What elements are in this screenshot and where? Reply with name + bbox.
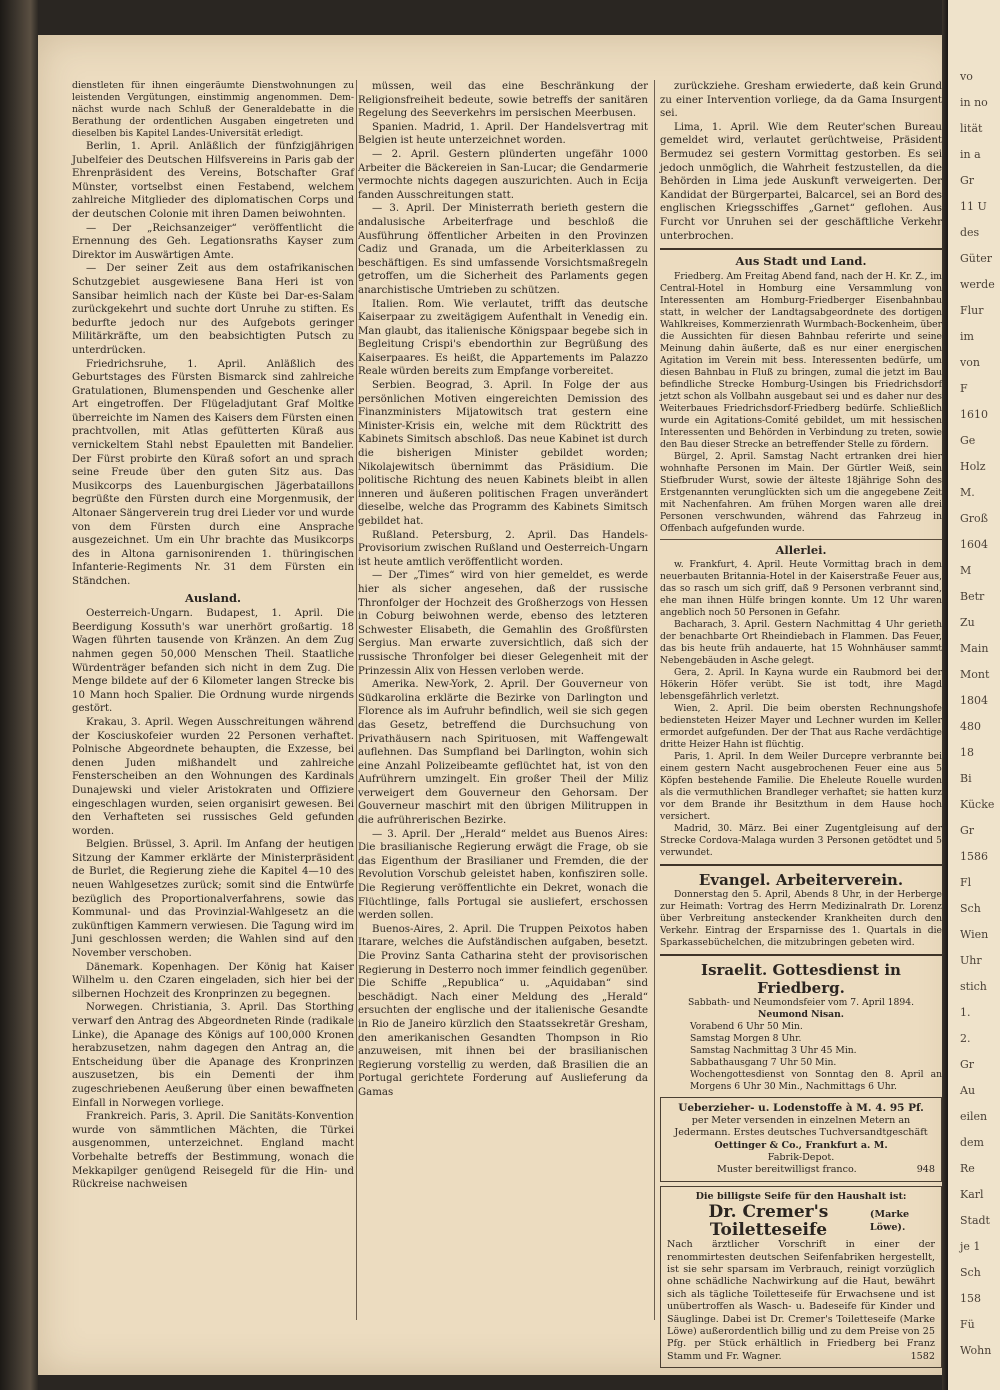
section-rule — [660, 864, 942, 866]
ad-cremer-body: Nach ärztlicher Vorschrift in einer der renommirtesten deutschen Seifenfabriken hergestellt, ist sie sehr sparsam im Verbrauch, reinigt vorzüglich ohne schädliche Nachwirkung auf die Haut, bewährt sich als tägliche Toiletteseife für Erwachsene und ist unübertroffen als Wasch- u. Badeseife für Kinder und Säuglinge. Dabei ist Dr. Cremer's Toiletteseife (Marke Löwe) außerordentlich billig und zu dem Preise von 25 Pfg. per Stück erhältlich in Friedberg bei Franz Stamm und Fr. Wagner. — [667, 1239, 935, 1362]
misc-news-paragraph: Madrid, 30. März. Bei einer Zugentgleisung auf der Strecke Cordova-Malaga wurden 3 Personen getödtet und 5 verwundet. — [660, 823, 942, 859]
edge-text-fragment: F — [960, 382, 968, 395]
section-heading-ausland: Ausland. — [185, 590, 241, 605]
edge-text-fragment: M — [960, 564, 972, 577]
edge-text-fragment: 1804 — [960, 694, 988, 707]
ad-evangel — [660, 871, 942, 949]
article-paragraph: Friedrichsruhe, 1. April. Anläßlich des Geburtstages des Fürsten Bismarck sind zahlreiche Gratulationen, Blumenspenden und Geschenke aller Art eingetroffen. Der Flügeladjutant Graf Moltke überreichte im Namen des Kaisers dem Fürsten einen prachtvollen, mit Atlas gefütterten Küraß aus vernickeltem Stahl nebst Epauletten mit Bandelier. Der Fürst probirte den Küraß sofort an und sprach seine Freude über den guten Sitz aus. Das Musikcorps des Lauenburgischen Jägerbataillons begrüßte den Fürsten durch eine Morgenmusik, der Altonaer Sängerverein trug drei Lieder vor und wurde von dem Fürsten durch eine Ansprache ausgezeichnet. Um ein Uhr brachte das Musikcorps des in Altona garnisonirenden 1. thüringischen Infanterie-Regiments Nr. 31 dem Fürsten ein Ständchen. — [72, 358, 354, 587]
ad-evangel-title: Evangel. Arbeiterverein. — [698, 871, 904, 890]
article-paragraph: — Der „Reichsanzeiger“ veröffentlicht die Ernennung des Geh. Legationsraths Kayser zum Direktor im Auswärtigen Amte. — [72, 222, 354, 261]
ad-loden-number: 948 — [916, 1164, 935, 1176]
article-paragraph: — 2. April. Gestern plünderten ungefähr 1000 Arbeiter die Bäckereien in San-Lucar; die Gendarmerie vermochte nichts dagegen auszurichten. Auch in Ecija fanden Ausschreitungen statt. — [358, 148, 648, 201]
edge-text-fragment: 1604 — [960, 538, 988, 551]
article-paragraph: Berlin, 1. April. Anläßlich der fünfzigjährigen Jubelfeier des Deutschen Hilfsvereins in Paris gab der Ehrenpräsident des Vereins, Botschafter Graf Münster, vortselbst einen Festabend, welchem zahlreiche Mitglieder des diplomatischen Corps und der deutschen Colonie mit ihren Damen beiwohnten. — [72, 141, 354, 220]
column1-intro: dienstleten für ihnen eingeräumte Dienstwohnungen zu leistenden Vergütungen, einstimmig angenommen. Dem-nächst wurde nach Schluß der Generaldebatte in die Berathung der ordentlichen Ausgaben eingetreten und dieselben bis Kapitel Landes-Universität erledigt. — [72, 80, 354, 139]
section-rule — [660, 539, 942, 540]
misc-news-paragraph: Paris, 1. April. In dem Weiler Durcepre verbrannte bei einem gestern Nacht ausgebrochenen Feuer eine aus 5 Köpfen bestehende Familie. Die Eheleute Rouelle wurden als die vermuthlichen Brandleger verhaftet; sie hatten kurz vor dem Brande ihr Besitzthum in dem Hause hoch versichert. — [660, 751, 942, 823]
ad-cremer-mark: (Marke Löwe). — [869, 1209, 910, 1233]
column-2 — [358, 80, 648, 1320]
ad-cremer-text — [667, 1239, 935, 1363]
local-news-paragraph: Friedberg. Am Freitag Abend fand, nach der H. Kr. Z., im Central-Hotel in Homburg eine Versammlung von Interessenten am Homburg-Friedberger Eisenbahnbau statt, in welcher der Landtagsabgeordnete des dortigen Wahlkreises, Kommerzienrath Wurmbach-Bockenheim, über die Aussichten für diesen Bahnbau referirte und seine Meinung dahin äußerte, daß es nur einer energischen Agitation im Verein mit bess. Interessenten bedürfe, um diesen Bahnbau in Fluß zu bringen, zumal die jetzt im Bau befindliche Strecke Homburg-Usingen bis Friedrichsdorf jetzt schon als Vollbahn ausgebaut sei und es daher nur des Weiterbaues Friedrichsdorf-Friedberg bedürfe. Schließlich wurde ein Agitations-Comité gebildet, um mit hessischen Interessenten und Behörden in Verbindung zu treten, sowie den Bau dieser Strecke an betreffender Stelle zu fördern. — [660, 270, 942, 450]
edge-text-fragment: Gr — [960, 824, 975, 837]
edge-text-fragment: Fl — [960, 876, 972, 889]
section-rule — [660, 248, 942, 250]
edge-text-fragment: Flur — [960, 304, 984, 317]
service-time-line: Vorabend 6 Uhr 50 Min. — [690, 1021, 803, 1033]
column-divider-1 — [356, 80, 357, 1320]
edge-text-fragment: Karl — [960, 1188, 984, 1201]
edge-text-fragment: 2. — [960, 1032, 971, 1045]
edge-text-fragment: Main — [960, 642, 989, 655]
ad-cremer-title: Dr. Cremer's Toiletteseife — [708, 1202, 829, 1241]
edge-text-fragment: Güter — [960, 252, 993, 265]
book-binding-left — [0, 0, 38, 1390]
article-paragraph: Rußland. Petersburg, 2. April. Das Handels-Provisorium zwischen Rußland und Oesterreich-Ungarn ist heute amtlich veröffentlicht worden. — [358, 529, 648, 568]
ad-evangel-text: Donnerstag den 5. April, Abends 8 Uhr, in der Herberge zur Heimath: Vortrag des Herrn Medizinalrath Dr. Lorenz über Verbreitung ansteckender Krankheiten durch den Verkehr. Eintrag der Ersparnisse des 1. Quartals in die Sparkassebüchelchen, die mitzubringen gebeten wird. — [660, 889, 942, 949]
edge-text-fragment: M. — [960, 486, 975, 499]
article-paragraph: Dänemark. Kopenhagen. Der König hat Kaiser Wilhelm u. den Czaren eingeladen, sich hier bei der silbernen Hochzeit des Kronprinzen zu begegnen. — [72, 961, 354, 1000]
article-paragraph: zurückziehe. Gresham erwiederte, daß kein Grund zu einer Intervention vorliege, da da Gama Insurgent sei. — [660, 81, 942, 120]
edge-text-fragment: Uhr — [960, 954, 982, 967]
edge-text-fragment: Sch — [960, 1266, 981, 1279]
edge-text-fragment: Betr — [960, 590, 985, 603]
edge-text-fragment: Stadt — [960, 1214, 990, 1227]
edge-text-fragment: von — [960, 356, 980, 369]
local-news-paragraph: Bürgel, 2. April. Samstag Nacht ertranken drei hier wohnhafte Personen im Main. Der Gürtler Weiß, sein Stiefbruder Wurst, sowie der älteste 18jährige Sohn des Erstgenannten verunglückten sich um die angegebene Zeit mit Nachenfahren. Am frühen Morgen waren alle drei Personen verschwunden, während das Fahrzeug in Offenbach aufgefunden wurde. — [660, 450, 942, 534]
service-time-line: Wochengottesdienst von Sonntag den 8. April an Morgens 6 Uhr 30 Min., Nachmittags 6 Uhr. — [690, 1069, 942, 1093]
edge-text-fragment: je 1 — [960, 1240, 981, 1253]
edge-text-fragment: Mont — [960, 668, 990, 681]
edge-text-fragment: Zu — [960, 616, 975, 629]
edge-text-fragment: 18 — [960, 746, 974, 759]
ad-loden-company: Oettinger & Co., Frankfurt a. M. — [714, 1139, 888, 1151]
article-paragraph: Norwegen. Christiania, 3. April. Das Storthing verwarf den Antrag des Abgeordneten Rinde (radikale Linke), die Apanage des Königs auf 100,000 Kronen herabzusetzen, nahm dagegen den Antrag an, die Entscheidung über die Apanage des Kronprinzen auszusetzen, bis ein Dementi der ihm zugeschriebenen Aeußerung über einen bewaffneten Einfall in Norwegen vorliege. — [72, 1002, 354, 1109]
edge-text-fragment: Sch — [960, 902, 981, 915]
ad-loden-footer: Muster bereitwilligst franco. — [717, 1164, 857, 1176]
edge-text-fragment: Holz — [960, 460, 986, 473]
article-paragraph: Lima, 1. April. Wie dem Reuter'schen Bureau gemeldet wird, verlautet gerüchtweise, Präsident Bermudez sei gestern Vormittag gestorben. Es sei jedoch unmöglich, die Wahrheit festzustellen, da die Behörden in Lima jede Auskunft verweigerten. Der Kandidat der Bürgerpartei, Balcarcel, sei an Bord des englischen Kriegsschiffes „Garnet“ geflohen. Aus Furcht vor Unruhen sei der geschäftliche Verkehr unterbrochen. — [660, 121, 942, 242]
edge-text-fragment: lität — [960, 122, 983, 135]
article-paragraph: Serbien. Beograd, 3. April. In Folge der aus persönlichen Motiven eingereichten Demission des Finanzministers Mijatowitsch trat gestern eine Minister-Krisis ein, welche mit dem Rücktritt des Kabinets Simitsch abschloß. Das neue Kabinet ist durch die bisherigen Minister gebildet worden; Nikolajewitsch übernimmt das Präsidium. Die politische Richtung des neuen Kabinets bleibt in allen inneren und äußeren politischen Fragen unverändert dieselbe, welche das Programm des Kabinets Simitsch gebildet hat. — [358, 380, 648, 527]
ad-israelit-subtitle: Sabbath- und Neumondsfeier vom 7. April 1894. — [687, 997, 914, 1009]
ad-cremer-number: 1582 — [910, 1350, 935, 1362]
next-page-edge — [948, 0, 1000, 1390]
edge-text-fragment: 11 U — [960, 200, 987, 213]
edge-text-fragment: in no — [960, 96, 988, 109]
edge-text-fragment: 480 — [960, 720, 981, 733]
edge-text-fragment: 158 — [960, 1292, 981, 1305]
edge-text-fragment: Bi — [960, 772, 972, 785]
section-rule — [660, 954, 942, 956]
misc-news-paragraph: Bacharach, 3. April. Gestern Nachmittag 4 Uhr gerieth der benachbarte Ort Rheindiebach in Flammen. Das Feuer, das bis heute früh andauerte, hat 15 Wohnhäuser sammt Nebengebäuden in Asche gelegt. — [660, 619, 942, 667]
ad-cremer-pre: Die billigste Seife für den Haushalt ist: — [695, 1190, 907, 1202]
edge-text-fragment: im — [960, 330, 974, 343]
article-paragraph: Belgien. Brüssel, 3. April. Im Anfang der heutigen Sitzung der Kammer erklärte der Ministerpräsident de Burlet, die Regierung ziehe die Kapitel 4—10 des neuen Wahlgesetzes zurück; somit sind die Entwürfe bezüglich des Proportionalverfahrens, sowie das Kommunal- und das Provinzial-Wahlgesetz an die zukünftigen Kammern verwiesen. Die Tagung wird im Juni geschlossen werden; die Wahlen sind auf den November verschoben. — [72, 839, 354, 960]
edge-text-fragment: Kücke — [960, 798, 995, 811]
edge-text-fragment: werde — [960, 278, 995, 291]
column-divider-2 — [654, 80, 655, 1320]
edge-text-fragment: Wien — [960, 928, 989, 941]
misc-news-paragraph: w. Frankfurt, 4. April. Heute Vormittag brach in dem neuerbauten Britannia-Hotel in der Kaiserstraße Feuer aus, das so rasch um sich griff, daß 9 Personen verbrannt sind, ehe man ihnen Hülfe bringen konnte. Um 12 Uhr waren angeblich noch 50 Personen in Gefahr. — [660, 559, 942, 619]
edge-text-fragment: Gr — [960, 174, 975, 187]
edge-text-fragment: 1610 — [960, 408, 988, 421]
ad-loden-text: per Meter versenden in einzelnen Metern an Jedermann. Erstes deutsches Tuchversandtgeschäft — [674, 1114, 928, 1139]
misc-news-paragraph: Gera, 2. April. In Kayna wurde ein Raubmord bei der Hökerin Höfer verübt. Sie ist todt, ihre Magd lebensgefährlich verletzt. — [660, 667, 942, 703]
edge-text-fragment: Ge — [960, 434, 976, 447]
article-paragraph: Spanien. Madrid, 1. April. Der Handelsvertrag mit Belgien ist heute unterzeichnet worden. — [358, 121, 648, 147]
article-paragraph: — Der „Times“ wird von hier gemeldet, es werde hier als sicher angesehen, daß der russische Thronfolger der Hochzeit des Großherzogs von Hessen in Coburg beiwohnen werde, ebenso des letzteren Schwester Elisabeth, die Gemahlin des Großfürsten Sergius. Man erwarte zuversichtlich, daß sich der russische Thronfolger bei dieser Gelegenheit mit der Prinzessin Alix von Hessen verloben werde. — [358, 570, 648, 677]
edge-text-fragment: Groß — [960, 512, 989, 525]
edge-text-fragment: dem — [960, 1136, 984, 1149]
article-paragraph: — 3. April. Der „Herald“ meldet aus Buenos Aires: Die brasilianische Regierung erwägt die Frage, ob sie das Eigenthum der Brasilianer und Fremden, die der Revolution Vorschub geleistet haben, konfisziren solle. Die Regierung veröffentlichte ein Dekret, wonach die Flüchtlinge, falls Portugal sie ausliefert, erschossen werden sollen. — [358, 828, 648, 922]
service-time-line: Sabbathausgang 7 Uhr 50 Min. — [690, 1057, 837, 1069]
ad-israelit — [660, 961, 942, 1093]
ad-loden-title: Ueberzieher- u. Lodenstoffe à M. 4. 95 Pf. — [678, 1102, 924, 1115]
edge-text-fragment: 1586 — [960, 850, 988, 863]
section-heading-stadt-land: Aus Stadt und Land. — [735, 254, 867, 269]
edge-text-fragment: eilen — [960, 1110, 988, 1123]
edge-text-fragment: stich — [960, 980, 987, 993]
ad-israelit-name: Neumond Nisan. — [758, 1009, 844, 1021]
article-paragraph: Krakau, 3. April. Wegen Ausschreitungen während der Kosciuskofeier wurden 22 Personen verhaftet. Polnische Abgeordnete behaupten, die Exzesse, bei denen Juden mißhandelt und zahlreiche Fensterscheiben an den Wohnungen des Kardinals Dunajewski und vieler Aristokraten und Offiziere eingeschlagen wurden, seien organisirt gewesen. Bei den Verhafteten sei russisches Geld gefunden worden. — [72, 716, 354, 837]
article-paragraph: Frankreich. Paris, 3. April. Die Sanitäts-Konvention wurde von sämmtlichen Mächten, die Türkei ausgenommen, unterzeichnet. England macht Vorbehalte betreffs der Bestimmung, wonach die Mekkapilger genügend Reisegeld für die Hin- und Rückreise nachweisen — [72, 1111, 354, 1191]
article-paragraph: Italien. Rom. Wie verlautet, trifft das deutsche Kaiserpaar zu zweitägigem Aufenthalt in Venedig ein. Man glaubt, das italienische Königspaar begebe sich in Begleitung Crispi's ebendorthin zur Begrüßung des Kaiserpaares. Es heißt, die Appartements im Palazzo Reale würden bereits zum Empfange vorbereitet. — [358, 298, 648, 378]
edge-text-fragment: in a — [960, 148, 981, 161]
column-3 — [660, 80, 942, 1362]
ad-cremer — [660, 1186, 942, 1368]
misc-news-paragraph: Wien, 2. April. Die beim obersten Rechnungshofe bediensteten Heizer Mayer und Lechner wurden im Keller ermordet aufgefunden. Der der That aus Rache verdächtige dritte Heizer Hahn ist flüchtig. — [660, 703, 942, 751]
edge-text-fragment: Gr — [960, 1058, 975, 1071]
edge-text-fragment: vo — [960, 70, 973, 83]
edge-text-fragment: des — [960, 226, 980, 239]
ad-israelit-title: Israelit. Gottesdienst in Friedberg. — [701, 961, 901, 998]
article-paragraph: Oesterreich-Ungarn. Budapest, 1. April. Die Beerdigung Kossuth's war unerhört großartig. 18 Wagen führten tausende von Kränzen. An dem Zug nahmen gegen 50,000 Menschen Theil. Staatliche Würdenträger befanden sich nicht in dem Zug. Die Menge bildete auf der 6 Kilometer langen Strecke bis 10 Mann hoch Spalier. Die Ordnung wurde nirgends gestört. — [72, 608, 354, 715]
edge-text-fragment: 1. — [960, 1006, 971, 1019]
column-1 — [72, 80, 354, 1320]
article-paragraph: Amerika. New-York, 2. April. Der Gouverneur von Südkarolina erklärte die Bezirke von Darlington und Florence als im Aufruhr befindlich, weil sie sich gegen das Gesetz, betreffend die Durchsuchung von Privathäusern nach Spirituosen, mit Waffengewalt auflehnen. Das Sumpfland bei Darlington, wohin sich eine Anzahl Polizeibeamte geflüchtet hat, ist von den Aufrührern umzingelt. Ein großer Theil der Miliz verweigert dem Gouverneur den Gehorsam. Der Gouverneur maschirt mit den übrigen Militruppen in die aufrührerischen Bezirke. — [358, 679, 648, 827]
service-time-line: Samstag Nachmittag 3 Uhr 45 Min. — [690, 1045, 857, 1057]
article-paragraph: Buenos-Aires, 2. April. Die Truppen Peixotos haben Itarare, welches die Aufständischen aufgaben, besetzt. Die Provinz Santa Catharina steht der provisorischen Regierung in Desterro noch immer feindlich gegenüber. Die Schiffe „Republica“ u. „Aquidaban“ sind beschädigt. Nach einer Meldung des „Herald“ ersuchten der englische und der italienische Gesandte in Rio de Janeiro kürzlich den Staatssekretär Gresham, den amerikanischen Gesandten Thompson in Rio anzuweisen, mit ihnen bei der brasilianischen Regierung vorstellig zu werden, daß Brasilien die an Portugal gerichtete Forderung auf Auslieferung da Gamas — [358, 923, 648, 1098]
service-time-line: Samstag Morgen 8 Uhr. — [690, 1033, 802, 1045]
article-paragraph: — Der seiner Zeit aus dem ostafrikanischen Schutzgebiet ausgewiesene Bana Heri ist von Sansibar heimlich nach der Küste bei Dar-es-Salam zurückgekehrt und suchte dort Unruhe zu stiften. Es bedurfte jedoch nur des Aufgebots geringer Militärkräfte, um den beabsichtigten Putsch zu unterdrücken. — [72, 263, 354, 356]
ad-loden — [660, 1097, 942, 1181]
ad-loden-depot: Fabrik-Depot. — [767, 1151, 835, 1163]
edge-text-fragment: Re — [960, 1162, 975, 1175]
article-paragraph: müssen, weil das eine Beschränkung der Religionsfreiheit bedeute, sowie betreffs der sanitären Regelung des Seeverkehrs im persischen Meerbusen. — [358, 81, 648, 120]
edge-text-fragment: Wohn — [960, 1344, 992, 1357]
edge-text-fragment: Fü — [960, 1318, 975, 1331]
section-heading-allerlei: Allerlei. — [775, 542, 827, 557]
article-paragraph: — 3. April. Der Ministerrath berieth gestern die andalusische Arbeiterfrage und beschloß die Ausführung öffentlicher Arbeiten in den Provinzen Cadiz und Granada, um die Arbeiterklassen zu beschäftigen. Es sind umfassende Vorsichtsmaßregeln getroffen, um die Sicherheit des Parlaments gegen anarchistische Umtrieben zu schützen. — [358, 203, 648, 296]
edge-text-fragment: Au — [960, 1084, 976, 1097]
